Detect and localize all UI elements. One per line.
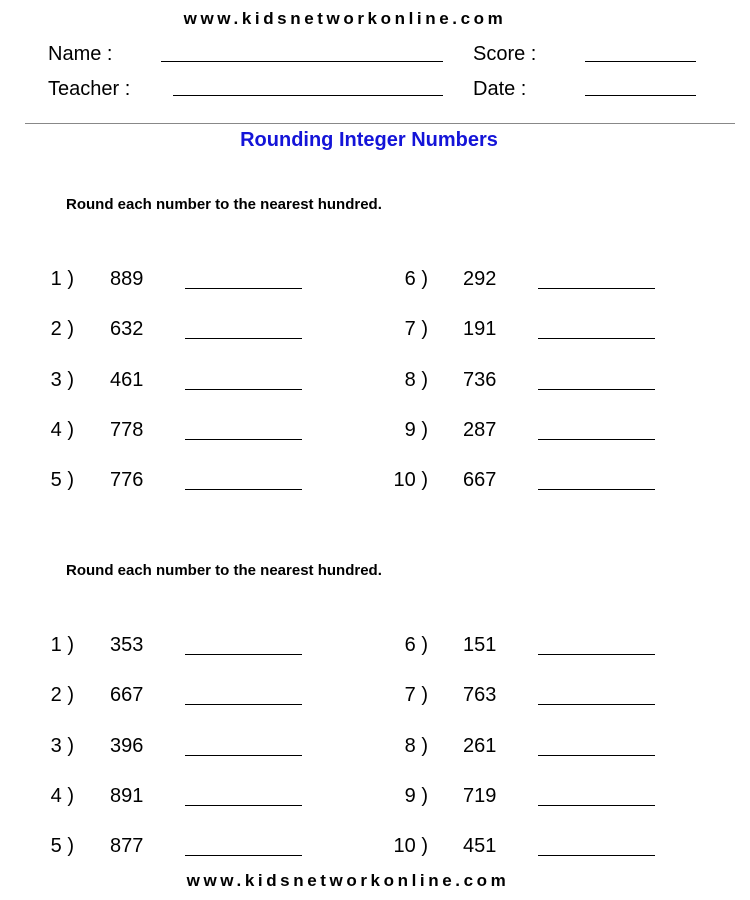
answer-line[interactable]	[538, 489, 655, 490]
answer-line[interactable]	[538, 704, 655, 705]
problem-number: 3 )	[50, 368, 74, 391]
date-label: Date :	[473, 78, 527, 100]
problem-number: 8 )	[404, 734, 428, 757]
section-2-instruction: Round each number to the nearest hundred.	[66, 562, 382, 579]
site-url-bottom: www.kidsnetworkonline.com	[186, 871, 510, 890]
problem-number: 9 )	[404, 784, 428, 807]
problem-value: 776	[110, 469, 144, 492]
problem-number: 2 )	[50, 684, 74, 707]
problem-number: 10 )	[393, 469, 428, 492]
date-line[interactable]	[585, 95, 696, 96]
problem-number: 4 )	[50, 784, 74, 807]
name-line[interactable]	[161, 61, 443, 62]
problem-value: 667	[110, 684, 144, 707]
problem-number: 1 )	[50, 634, 74, 656]
answer-line[interactable]	[538, 338, 655, 339]
problem-number: 5 )	[50, 469, 74, 492]
site-url-top: www.kidsnetworkonline.com	[183, 9, 507, 28]
problem-number: 6 )	[404, 634, 428, 656]
teacher-line[interactable]	[173, 95, 443, 96]
problem-number: 9 )	[404, 418, 428, 441]
problem-value: 877	[110, 835, 144, 858]
problem-value: 736	[463, 368, 497, 391]
problem-value: 719	[463, 784, 497, 807]
problem-number: 2 )	[50, 318, 74, 341]
problem-value: 261	[463, 734, 497, 757]
problem-value: 461	[110, 368, 144, 391]
name-label: Name :	[48, 43, 113, 65]
problem-number: 10 )	[393, 835, 428, 858]
problem-value: 891	[110, 784, 144, 807]
problem-value: 292	[463, 268, 497, 290]
answer-line[interactable]	[538, 805, 655, 806]
worksheet-title: Rounding Integer Numbers	[240, 129, 498, 151]
problem-number: 1 )	[50, 268, 74, 290]
problem-number: 4 )	[50, 418, 74, 441]
answer-line[interactable]	[538, 288, 655, 289]
problem-value: 763	[463, 684, 497, 707]
score-line[interactable]	[585, 61, 696, 62]
problem-number: 7 )	[404, 318, 428, 341]
problem-number: 3 )	[50, 734, 74, 757]
problem-value: 889	[110, 268, 144, 290]
problem-value: 353	[110, 634, 144, 656]
score-label: Score :	[473, 43, 537, 65]
problem-value: 451	[463, 835, 497, 858]
answer-line[interactable]	[538, 654, 655, 655]
problem-value: 396	[110, 734, 144, 757]
section-1-instruction: Round each number to the nearest hundred.	[66, 196, 382, 213]
answer-line[interactable]	[538, 755, 655, 756]
answer-line[interactable]	[538, 439, 655, 440]
problem-number: 5 )	[50, 835, 74, 858]
problem-value: 287	[463, 418, 497, 441]
problem-value: 778	[110, 418, 144, 441]
answer-line[interactable]	[538, 855, 655, 856]
problem-number: 8 )	[404, 368, 428, 391]
problem-value: 191	[463, 318, 497, 341]
teacher-label: Teacher :	[48, 78, 131, 100]
answer-line[interactable]	[538, 389, 655, 390]
problem-number: 7 )	[404, 684, 428, 707]
problem-value: 632	[110, 318, 144, 341]
problem-number: 6 )	[404, 268, 428, 290]
problem-value: 151	[463, 634, 497, 656]
problem-value: 667	[463, 469, 497, 492]
header-divider	[25, 123, 735, 124]
